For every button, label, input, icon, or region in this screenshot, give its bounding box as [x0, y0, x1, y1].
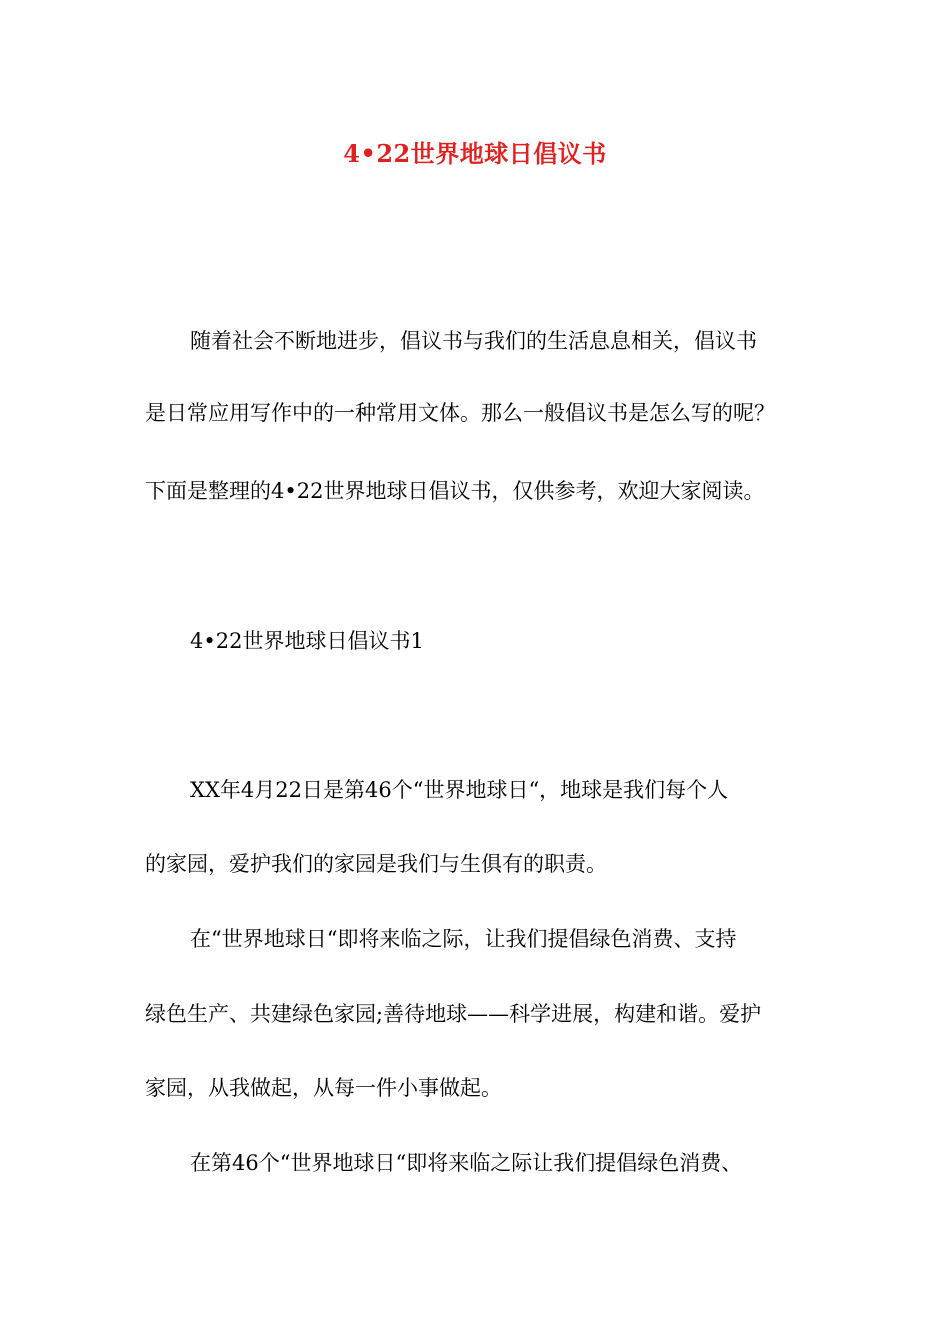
paragraph-3-line-1: 在第46个“世界地球日“即将来临之际让我们提倡绿色消费、	[190, 1151, 743, 1175]
intro-line-1: 随着社会不断地进步，倡议书与我们的生活息息相关，倡议书	[190, 329, 757, 353]
intro-line-2: 是日常应用写作中的一种常用文体。那么一般倡议书是怎么写的呢？	[145, 401, 775, 425]
document-title: 4•22世界地球日倡议书	[343, 139, 607, 168]
paragraph-1-line-1: XX年4月22日是第46个“世界地球日“，地球是我们每个人	[190, 778, 729, 802]
paragraph-2-line-1: 在“世界地球日“即将来临之际，让我们提倡绿色消费、支持	[190, 927, 737, 951]
intro-line-3: 下面是整理的4•22世界地球日倡议书，仅供参考，欢迎大家阅读。	[145, 479, 765, 503]
paragraph-2-line-3: 家园，从我做起，从每一件小事做起。	[145, 1076, 502, 1100]
paragraph-1-line-2: 的家园，爱护我们的家园是我们与生俱有的职责。	[145, 852, 607, 876]
section-heading: 4•22世界地球日倡议书1	[190, 629, 424, 653]
paragraph-2-line-2: 绿色生产、共建绿色家园;善待地球——科学进展，构建和谐。爱护	[145, 1002, 762, 1026]
